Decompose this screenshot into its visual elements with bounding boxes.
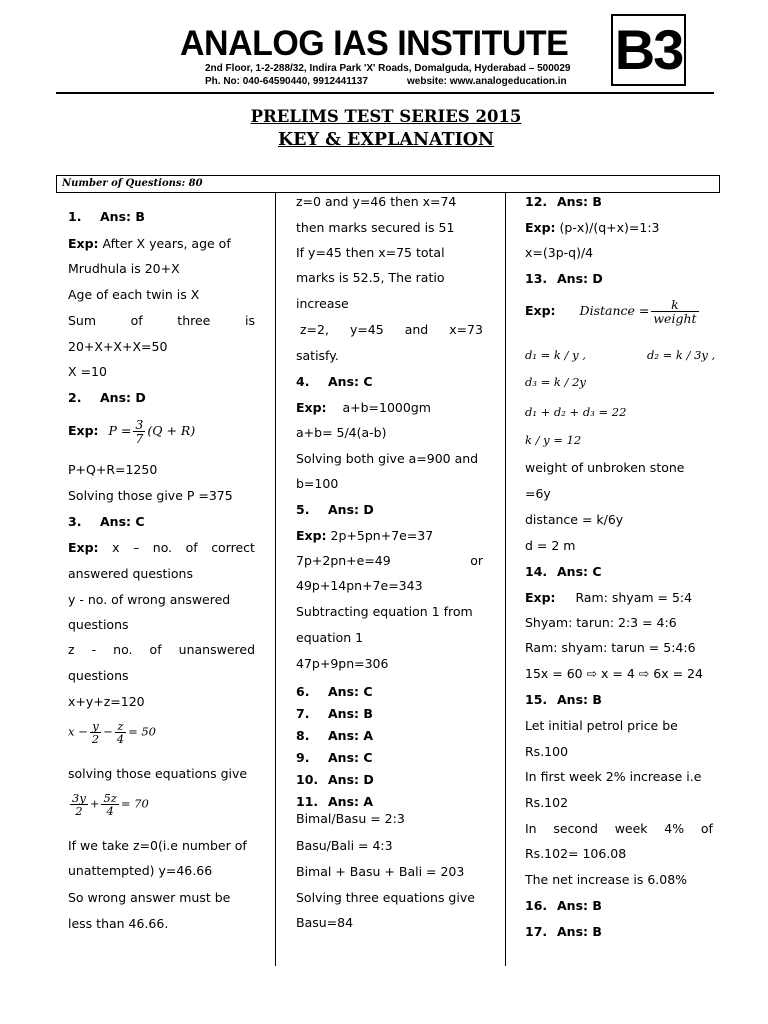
q13-d3: d₃ = k / 2y [525, 375, 586, 389]
q7-answer: 7. Ans: B [296, 706, 373, 721]
q13-exp: Exp: Distance = $\frac{k}{\text{weight}}$ [525, 297, 697, 327]
q1-exp: Exp: After X years, age of [68, 236, 231, 251]
q10-answer: 10. Ans: D [296, 772, 374, 787]
q14-line: Ram: shyam: tarun = 5:4:6 [525, 640, 696, 655]
q5-answer: 5. Ans: D [296, 502, 374, 517]
q3-line: questions [68, 668, 129, 683]
q3-line: questions [68, 617, 129, 632]
q3-line: z - no. of unanswered [68, 642, 255, 657]
q3-line: unattempted) y=46.66 [68, 863, 213, 878]
q15-line: Rs.102= 106.08 [525, 846, 627, 861]
q12-answer: 12. Ans: B [525, 194, 602, 209]
q3-answer: 3. Ans: C [68, 514, 145, 529]
q14-line: 15x = 60 ⇨ x = 4 ⇨ 6x = 24 [525, 666, 703, 681]
q11-line: Basu=84 [296, 915, 354, 930]
q3-line: x+y+z=120 [68, 694, 145, 709]
q3-cont-line: satisfy. [296, 348, 339, 363]
q3-cont-line: z=2, y=45 and x=73 [300, 322, 483, 337]
q9-answer: 9. Ans: C [296, 750, 373, 765]
q1-line: Age of each twin is X [68, 287, 200, 302]
header-divider [56, 92, 714, 94]
q15-line: Let initial petrol price be [525, 718, 678, 733]
q1-line: Sum of three is [68, 313, 255, 328]
q15-line: Rs.100 [525, 744, 569, 759]
q5-exp: Exp: 2p+5pn+7e=37 [296, 528, 434, 543]
q13-d1: d₁ = k / y , [525, 348, 586, 362]
q3-cont-line: marks is 52.5, The ratio [296, 270, 445, 285]
q13-line: distance = k/6y [525, 512, 624, 527]
q13-line: weight of unbroken stone [525, 460, 685, 475]
q17-answer: 17. Ans: B [525, 924, 602, 939]
q13-sum: d₁ + d₂ + d₃ = 22 [525, 405, 627, 419]
q4-line: Solving both give a=900 and [296, 451, 479, 466]
q16-answer: 16. Ans: B [525, 898, 602, 913]
q2-exp: Exp: P = $\frac{3}{7}$ (Q + R) [68, 417, 196, 447]
q4-exp: Exp: a+b=1000gm [296, 400, 431, 415]
q3-cont-line: If y=45 then x=75 total [296, 245, 445, 260]
q4-line: b=100 [296, 476, 339, 491]
q15-line: In first week 2% increase i.e [525, 769, 702, 784]
key-heading: KEY & EXPLANATION [277, 130, 495, 150]
q3-cont-line: then marks secured is 51 [296, 220, 455, 235]
q11-line: Basu/Bali = 4:3 [296, 838, 393, 853]
q13-ky: k / y = 12 [525, 433, 582, 447]
contact-line [205, 76, 567, 87]
q2-line: Solving those give P =375 [68, 488, 233, 503]
q1-line: X =10 [68, 364, 107, 379]
q3-line: So wrong answer must be [68, 890, 231, 905]
q3-line: If we take z=0(i.e number of [68, 838, 247, 853]
q5-line: 7p+2pn+e=49 or [296, 553, 483, 568]
q11-line: Bimal/Basu = 2:3 [296, 811, 405, 826]
q14-exp: Exp: Ram: shyam = 5:4 [525, 590, 693, 605]
q11-line: Solving three equations give [296, 890, 475, 905]
q14-line: Shyam: tarun: 2:3 = 4:6 [525, 615, 677, 630]
q3-line: less than 46.66. [68, 916, 169, 931]
q13-line: =6y [525, 486, 551, 501]
q12-exp: Exp: (p-x)/(q+x)=1:3 [525, 220, 660, 235]
q1-line: Mrudhula is 20+X [68, 261, 180, 276]
q2-answer: 2. Ans: D [68, 390, 146, 405]
q13-answer: 13. Ans: D [525, 271, 603, 286]
q3-line: y - no. of wrong answered [68, 592, 231, 607]
q2-line: P+Q+R=1250 [68, 462, 158, 477]
website: website: www.analogeducation.in [407, 76, 567, 87]
q3-line: solving those equations give [68, 766, 248, 781]
q3-equation-1: x − $\frac{y}{2}$ − $\frac{z}{4}$ = 50 [68, 719, 157, 747]
q3-line: answered questions [68, 566, 193, 581]
q5-line: Subtracting equation 1 from [296, 604, 473, 619]
q4-line: a+b= 5/4(a-b) [296, 425, 387, 440]
q15-line: Rs.102 [525, 795, 569, 810]
q3-cont-line: increase [296, 296, 349, 311]
q13-d2: d₂ = k / 3y , [647, 348, 716, 362]
phone-number: Ph. No: 040-64590440, 9912441137 [205, 76, 368, 87]
q3-cont-line: z=0 and y=46 then x=74 [296, 194, 457, 209]
q1-line: 20+X+X+X=50 [68, 339, 168, 354]
q8-answer: 8. Ans: A [296, 728, 374, 743]
address-line: 2nd Floor, 1-2-288/32, Indira Park 'X' Roads, Domalguda, Hyderabad – 500029 [205, 63, 571, 74]
institute-title: ANALOG IAS INSTITUTE [180, 24, 569, 63]
q14-answer: 14. Ans: C [525, 564, 602, 579]
q4-answer: 4. Ans: C [296, 374, 373, 389]
q15-line: In second week 4% of [525, 821, 713, 836]
q5-line: 49p+14pn+7e=343 [296, 578, 423, 593]
q3-exp: Exp: x – no. of correct [68, 540, 255, 555]
q5-line: 47p+9pn=306 [296, 656, 389, 671]
question-count-bar: Number of Questions: 80 [56, 175, 720, 193]
q5-line: equation 1 [296, 630, 364, 645]
q3-equation-2: $\frac{3y}{2}$ + $\frac{5z}{4}$ = 70 [72, 791, 149, 819]
q1-answer: 1. Ans: B [68, 209, 145, 224]
column-divider-2 [505, 193, 506, 966]
q11-answer: 11. Ans: A [296, 794, 374, 809]
q11-line: Bimal + Basu + Bali = 203 [296, 864, 465, 879]
q6-answer: 6. Ans: C [296, 684, 373, 699]
q15-line: The net increase is 6.08% [525, 872, 688, 887]
q12-line: x=(3p-q)/4 [525, 245, 594, 260]
test-code-box: B3 [611, 14, 686, 86]
series-heading: PRELIMS TEST SERIES 2015 [250, 107, 522, 126]
q15-answer: 15. Ans: B [525, 692, 602, 707]
q13-line: d = 2 m [525, 538, 576, 553]
column-divider-1 [275, 193, 276, 966]
